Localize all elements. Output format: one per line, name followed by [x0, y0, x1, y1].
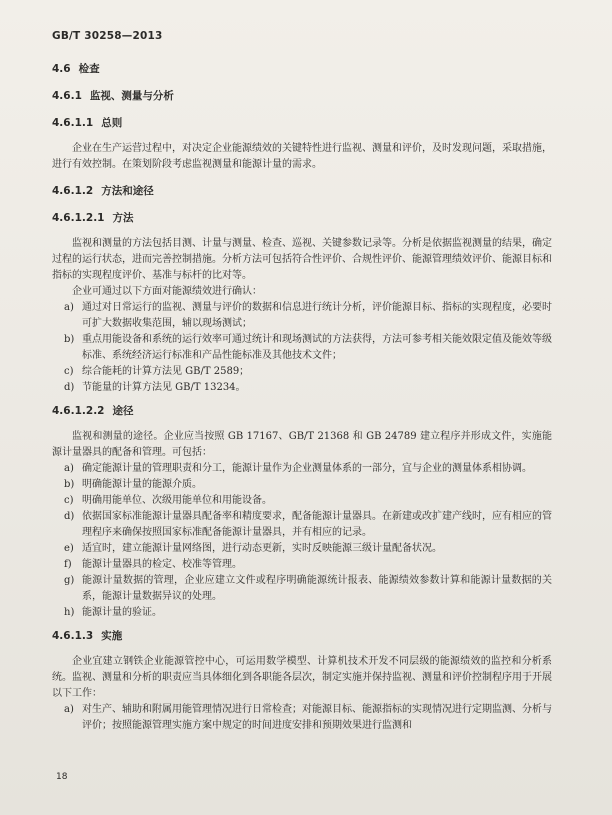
section-title: 途径 — [112, 405, 134, 417]
list-item — [52, 493, 552, 509]
paragraph-general: 企业在生产运营过程中，对决定企业能源绩效的关键特性进行监视、测量和评价，及时发现问题，采取措施，进行有效控制。在策划阶段考虑监视测量和能源计量的需求。 — [52, 143, 552, 170]
list-marker: h) — [64, 607, 75, 618]
paragraph-methods-intro: 企业可通过以下方面对能源绩效进行确认： — [72, 286, 262, 297]
list-text: 能源计量的验证。 — [82, 607, 162, 618]
paragraph-implementation: 企业宜建立钢铁企业能源管控中心，可运用数学模型、计算机技术开发不同层级的能源绩效的监控和分析系统。监视、测量和分析的职责应当具体细化到各职能各层次，制定实施并保持监视、测量和评价控制程序用于开展以下工作： — [52, 656, 552, 699]
implementation-list — [52, 702, 552, 734]
section-title: 总则 — [101, 117, 123, 129]
list-text: 节能量的计算方法见 GB/T 13234。 — [82, 382, 246, 393]
list-marker: d) — [64, 511, 75, 522]
section-title: 检查 — [78, 63, 100, 75]
list-marker: c) — [64, 495, 74, 506]
list-item — [52, 461, 552, 477]
list-item — [52, 605, 552, 621]
list-text: 确定能源计量的管理职责和分工，能源计量作为企业测量体系的一部分，宜与企业的测量体系相协调。 — [82, 463, 532, 474]
section-heading-4-6 — [52, 62, 552, 76]
list-item — [52, 541, 552, 557]
list-item — [52, 364, 552, 380]
list-item — [52, 702, 552, 734]
list-marker: f) — [64, 559, 72, 570]
section-heading-4-6-1-2-1 — [52, 211, 552, 225]
section-number: 4.6.1.2 — [52, 185, 94, 197]
list-text: 明确能源计量的能源介质。 — [82, 479, 202, 490]
list-marker: a) — [64, 463, 74, 474]
list-item — [52, 573, 552, 605]
section-heading-4-6-1-2 — [52, 184, 552, 198]
section-title: 监视、测量与分析 — [89, 90, 174, 102]
list-item — [52, 509, 552, 541]
list-marker: e) — [64, 543, 74, 554]
list-item — [52, 300, 552, 332]
paragraph-methods: 监视和测量的方法包括目测、计量与测量、检查、巡视、关键参数记录等。分析是依据监视测量的结果，确定过程的运行状态，进而完善控制措施。分析方法可包括符合性评价、合规性评价、能源管理绩效评价、能源目标和指标的实现程度评价、基准与标杆的比对等。 — [52, 238, 552, 281]
section-title: 方法和途径 — [101, 185, 154, 197]
list-text: 适宜时，建立能源计量网络图，进行动态更新，实时反映能源三级计量配备状况。 — [82, 543, 442, 554]
list-text: 依据国家标准能源计量器具配备率和精度要求，配备能源计量器具。在新建或改扩建产线时，应有相应的管理程序来确保按照国家标准配备能源计量器具，并有相应的记录。 — [82, 511, 552, 538]
section-heading-4-6-1-2-2 — [52, 404, 552, 418]
page-number: 18 — [56, 772, 68, 782]
section-heading-4-6-1-1 — [52, 116, 552, 130]
list-item — [52, 332, 552, 364]
list-text: 能源计量器具的检定、校准等管理。 — [82, 559, 242, 570]
standard-header: GB/T 30258—2013 — [52, 30, 163, 42]
section-heading-4-6-1-3 — [52, 629, 552, 643]
list-marker: b) — [64, 334, 75, 345]
list-item — [52, 380, 552, 396]
list-text: 对生产、辅助和附属用能管理情况进行日常检查；对能源目标、能源指标的实现情况进行定期监测、分析与评价；按照能源管理实施方案中规定的时间进度安排和预期效果进行监测和 — [82, 704, 552, 731]
list-text: 能源计量数据的管理，企业应建立文件或程序明确能源统计报表、能源绩效参数计算和能源计量数据的关系，能源计量数据异议的处理。 — [82, 575, 552, 602]
section-number: 4.6.1.1 — [52, 117, 94, 129]
list-item — [52, 557, 552, 573]
list-text: 明确用能单位、次级用能单位和用能设备。 — [82, 495, 272, 506]
list-marker: d) — [64, 382, 75, 393]
section-title: 实施 — [101, 630, 123, 642]
list-marker: c) — [64, 366, 74, 377]
list-marker: b) — [64, 479, 75, 490]
approach-list — [52, 461, 552, 621]
list-text: 通过对日常运行的监视、测量与评价的数据和信息进行统计分析，评价能源目标、指标的实现程度，必要时可扩大数据收集范围，辅以现场测试； — [82, 302, 552, 329]
section-heading-4-6-1 — [52, 89, 552, 103]
list-marker: g) — [64, 575, 75, 586]
section-number: 4.6 — [52, 63, 71, 75]
section-number: 4.6.1.3 — [52, 630, 94, 642]
paragraph-approach: 监视和测量的途径。企业应当按照 GB 17167、GB/T 21368 和 GB 24789 建立程序并形成文件，实施能源计量器具的配备和管理。可包括： — [52, 431, 552, 458]
list-item — [52, 477, 552, 493]
page-content — [52, 62, 552, 734]
list-marker: a) — [64, 704, 74, 715]
section-title: 方法 — [112, 212, 134, 224]
methods-list — [52, 300, 552, 396]
section-number: 4.6.1.2.2 — [52, 405, 105, 417]
section-number: 4.6.1 — [52, 90, 82, 102]
section-number: 4.6.1.2.1 — [52, 212, 105, 224]
list-text: 综合能耗的计算方法见 GB/T 2589； — [82, 366, 250, 377]
list-marker: a) — [64, 302, 74, 313]
list-text: 重点用能设备和系统的运行效率可通过统计和现场测试的方法获得，方法可参考相关能效限定值及能效等级标准、系统经济运行标准和产品性能标准及其他技术文件； — [82, 334, 552, 361]
